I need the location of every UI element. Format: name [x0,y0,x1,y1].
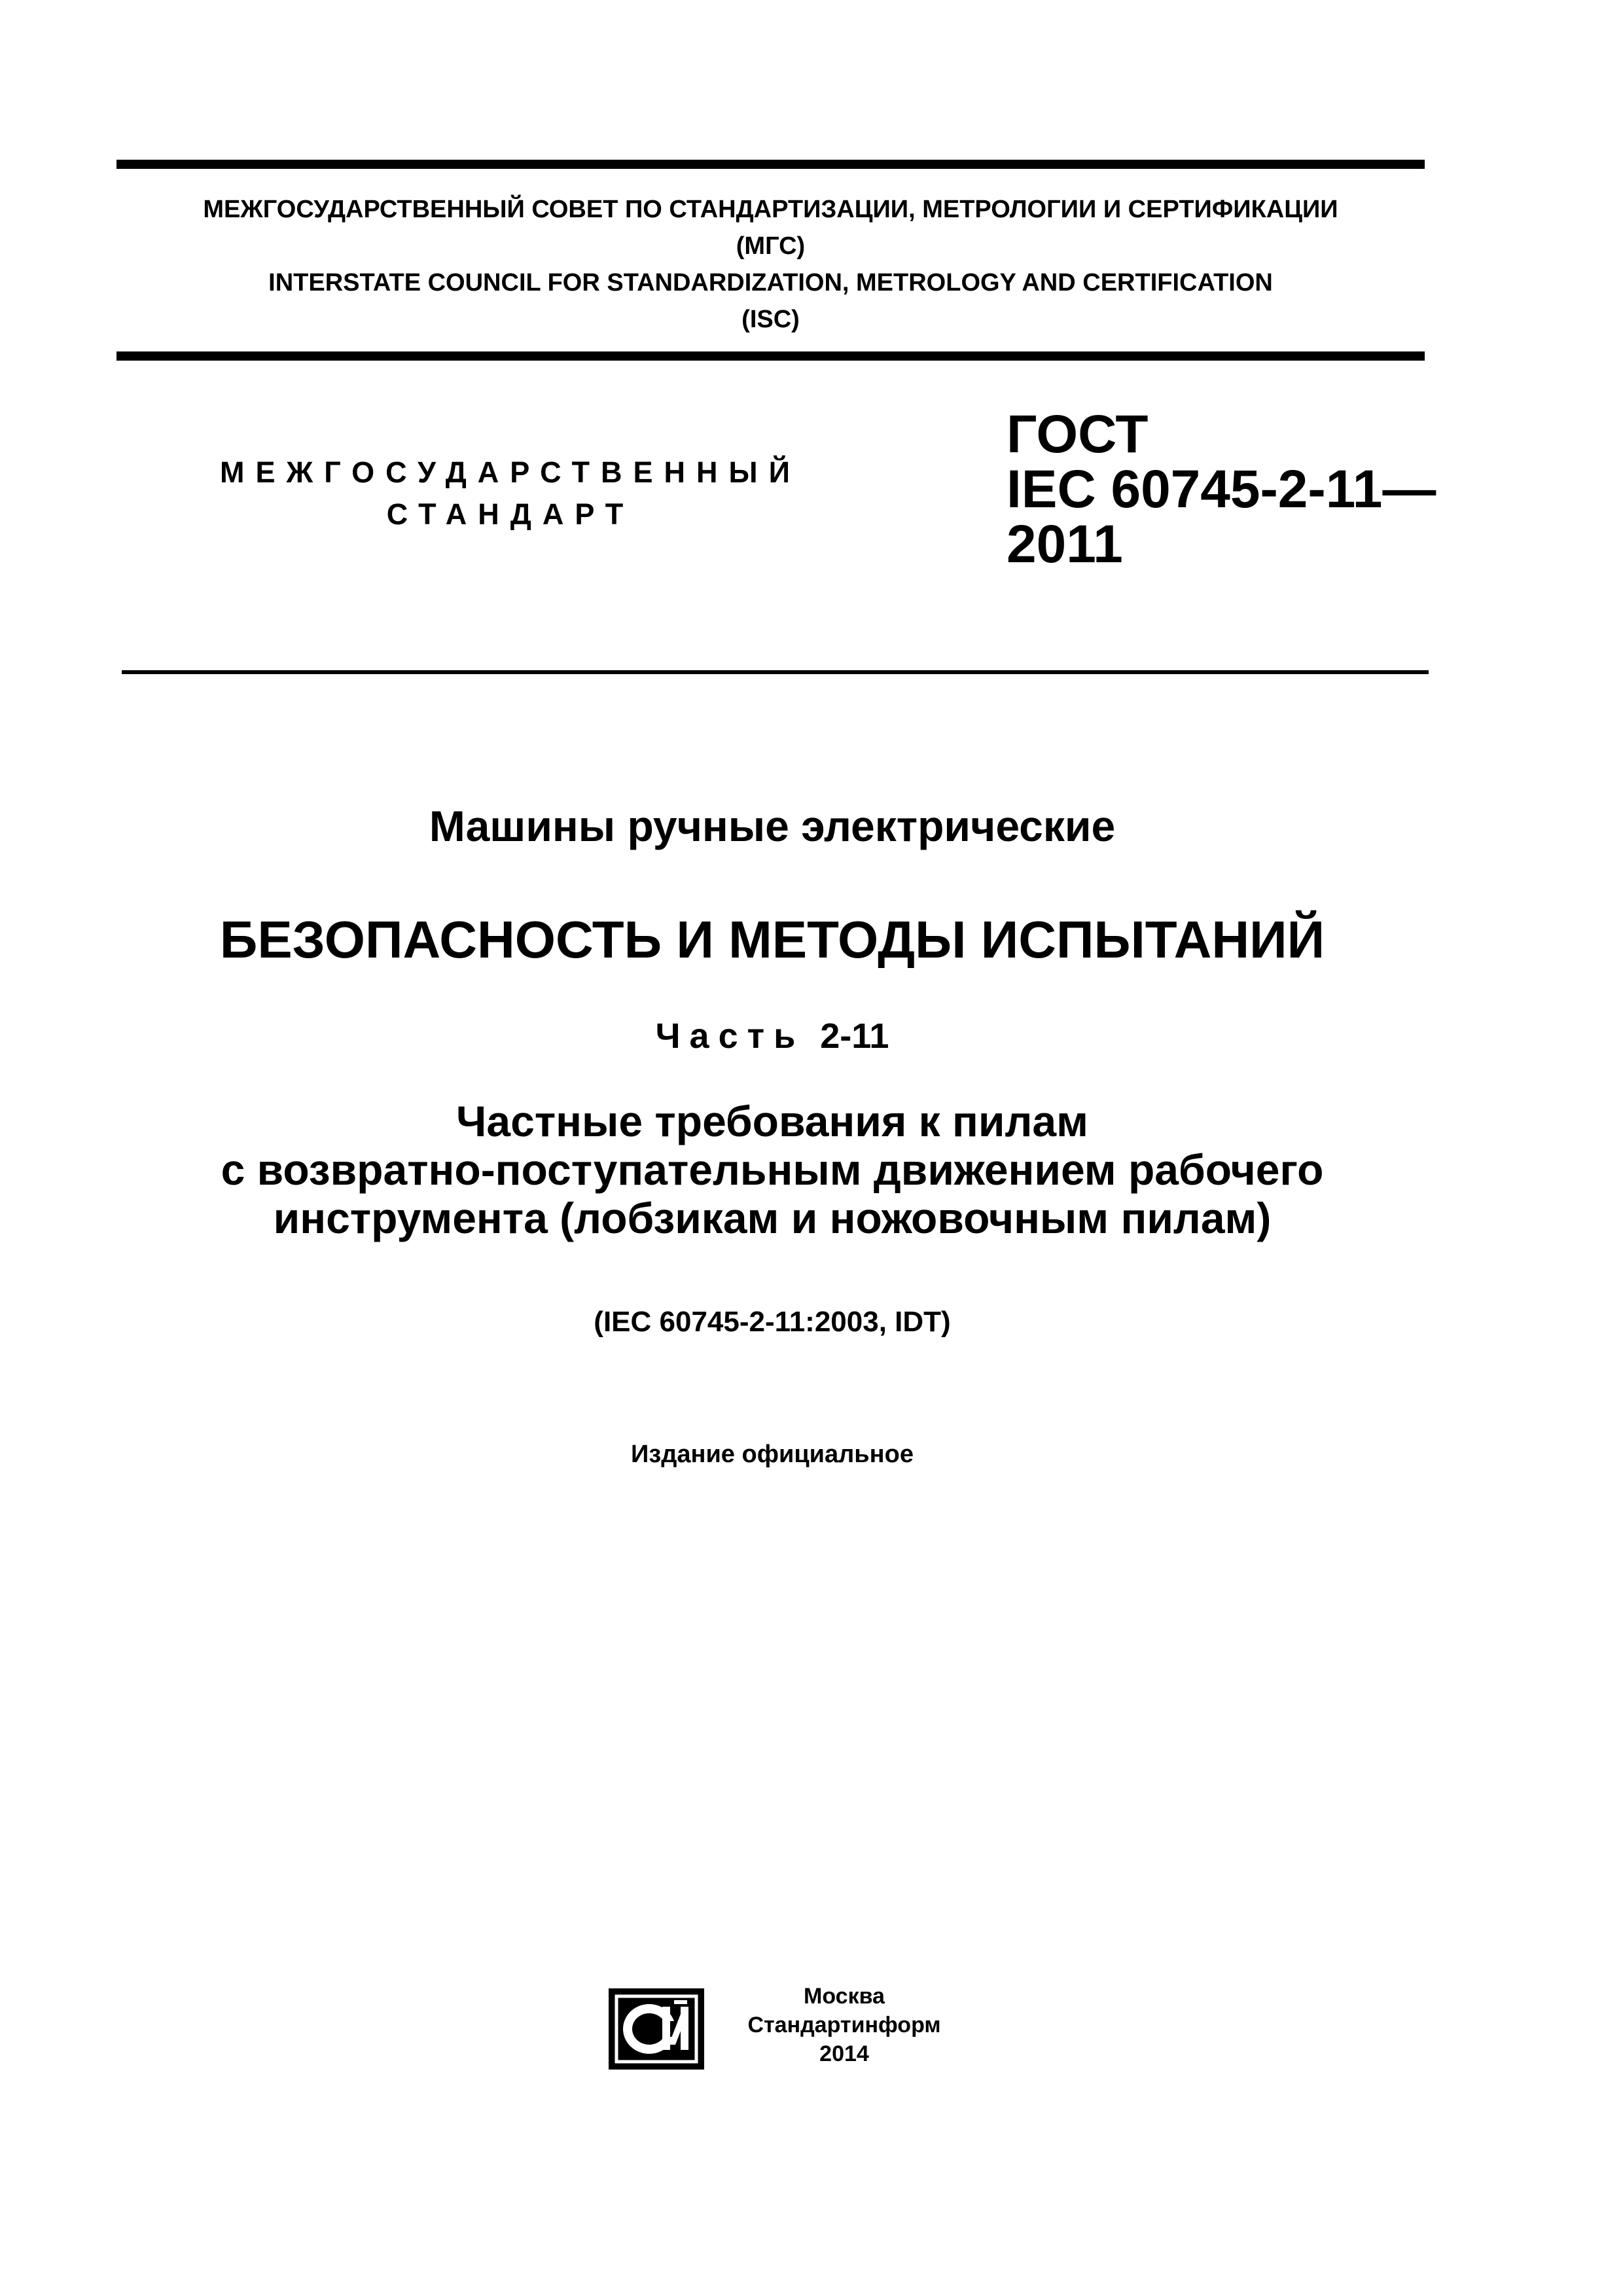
designation-line3: 2011 [1007,514,1123,574]
designation-line2: IEC 60745-2-11— [1007,459,1436,519]
standartinform-logo-icon [609,1988,704,2070]
document-subject: БЕЗОПАСНОСТЬ И МЕТОДЫ ИСПЫТАНИЙ [219,910,1325,969]
council-name-en: INTERSTATE COUNCIL FOR STANDARDIZATION, METROLOGY AND CERTIFICATION [268,269,1273,296]
title-divider [122,670,1429,674]
standard-designation [1007,404,1436,574]
document-main-title: Машины ручные электрические [429,802,1116,850]
publisher-block [720,1982,969,2068]
subtitle-line1: Частные требования к пилам [456,1097,1088,1145]
standard-type-line2: СТАНДАРТ [386,497,635,531]
document-subtitle [118,1097,1427,1242]
standard-type-label [196,452,825,535]
top-divider [116,160,1425,169]
subtitle-line2: с возвратно-поступательным движением рабочего [221,1145,1324,1194]
council-name-ru: МЕЖГОСУДАРСТВЕННЫЙ СОВЕТ ПО СТАНДАРТИЗАЦИИ, МЕТРОЛОГИИ И СЕРТИФИКАЦИИ [203,196,1338,223]
council-header [116,191,1425,338]
standard-type-line1: МЕЖГОСУДАРСТВЕННЫЙ [220,456,801,489]
edition-label: Издание официальное [631,1441,914,1468]
council-abbr-ru: (МГС) [736,232,806,260]
publisher-year: 2014 [819,2041,869,2066]
publisher-city: Москва [804,1984,885,2009]
subtitle-line3: инструмента (лобзикам и ножовочным пилам) [273,1194,1272,1242]
iec-reference: (IEC 60745-2-11:2003, IDT) [594,1306,951,1338]
part-word: Часть [655,1016,805,1056]
document-part [118,1013,1427,1059]
designation-line1: ГОСТ [1007,404,1149,464]
publisher-name: Стандартинформ [747,2013,941,2037]
council-abbr-en: (ISC) [741,306,800,333]
header-divider [116,351,1425,361]
part-number: 2-11 [820,1016,889,1056]
